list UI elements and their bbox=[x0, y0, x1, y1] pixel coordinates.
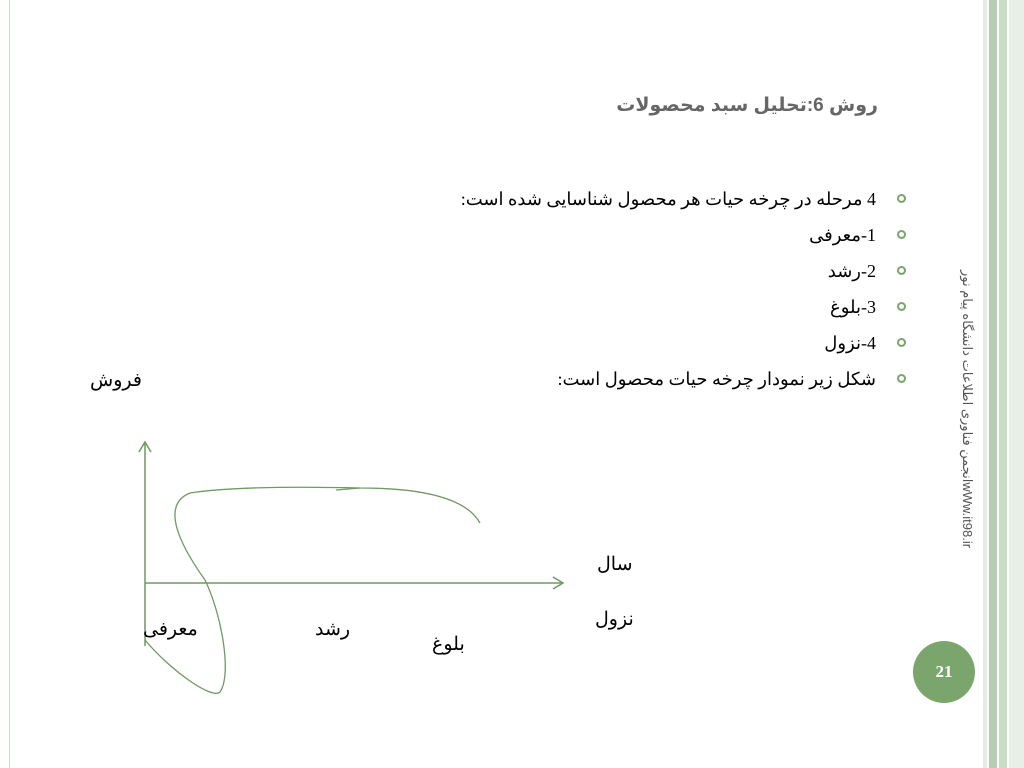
side-watermark-text: wWw.it98.irانجمن فناوری اطلاعات دانشگاه پیام نور bbox=[960, 270, 975, 549]
bullet-text: 3-بلوغ bbox=[829, 297, 876, 317]
page-number: 21 bbox=[935, 662, 953, 681]
bullet-text: 1-معرفی bbox=[809, 225, 876, 245]
page-number-badge bbox=[913, 641, 975, 703]
bullet-text: 4 مرحله در چرخه حیات هر محصول شناسایی شده است: bbox=[460, 189, 876, 209]
bullet-text: 4-نزول bbox=[824, 333, 876, 353]
bullet-text: 2-رشد bbox=[827, 261, 876, 281]
stage-label-introduction: معرفی bbox=[143, 619, 198, 640]
stage-label-growth: رشد bbox=[315, 619, 351, 640]
stage-label-maturity: بلوغ bbox=[432, 634, 465, 655]
x-axis-label: سال bbox=[597, 554, 633, 575]
stage-label-decline: نزول bbox=[595, 609, 634, 630]
y-axis-label: فروش bbox=[90, 370, 142, 391]
bullet-text: شکل زیر نمودار چرخه حیات محصول است: bbox=[557, 369, 876, 389]
slide-title: روش 6:تحلیل سبد محصولات bbox=[616, 95, 878, 116]
life-cycle-curve bbox=[145, 487, 480, 693]
